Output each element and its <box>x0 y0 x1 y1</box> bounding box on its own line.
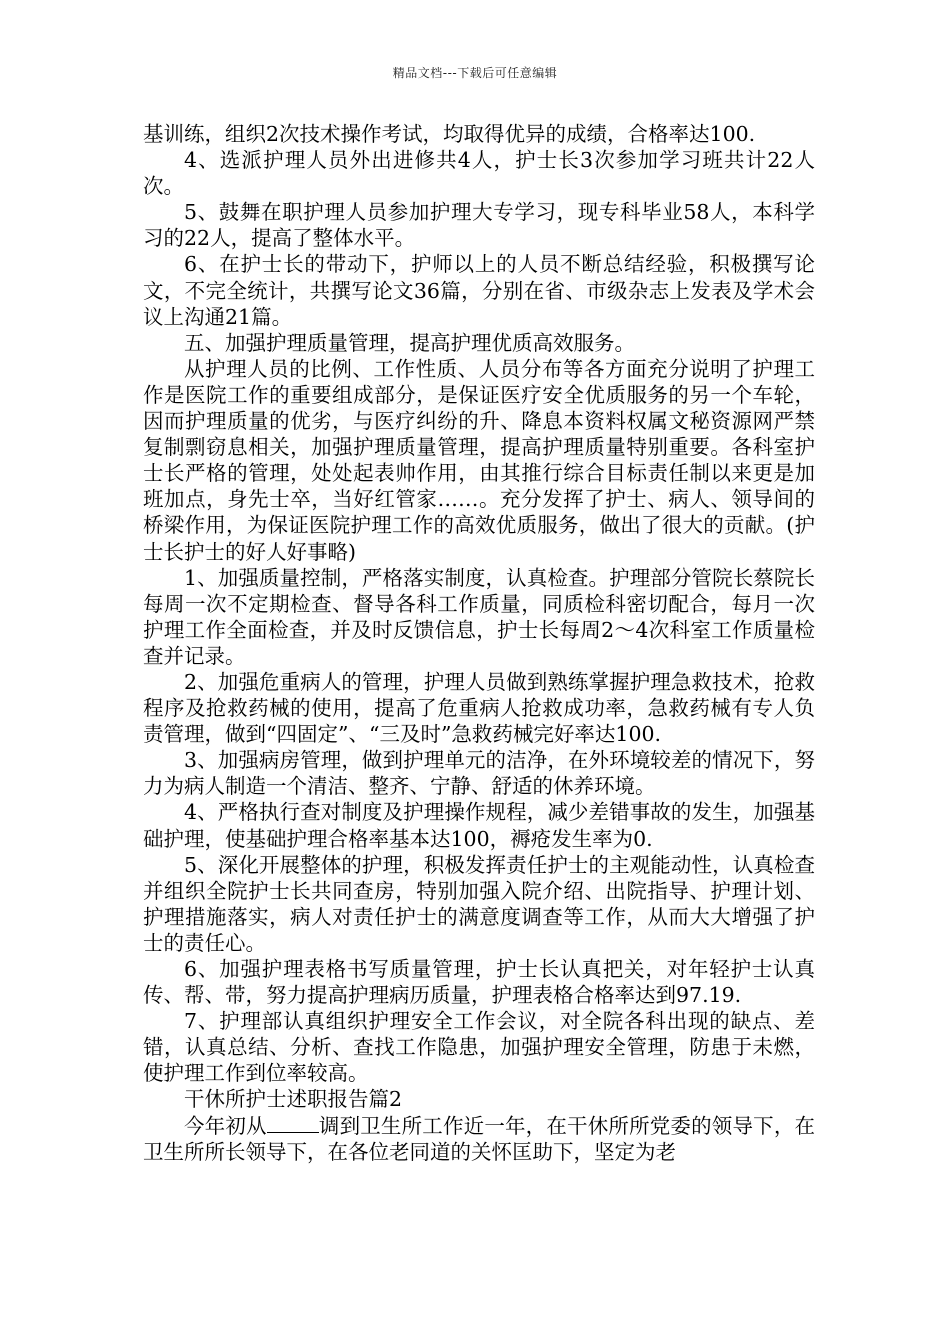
paragraph-item-6-records: 6、加强护理表格书写质量管理，护士长认真把关，对年轻护士认真传、帮、带，努力提高护理病历质量，护理表格合格率达到97.19. <box>143 957 815 1008</box>
text-after-blank: 调到卫生所工作近一年，在干休所所党委的领导下，在卫生所所长领导下，在各位老同道的关怀匡助下，坚定为老 <box>143 1113 816 1164</box>
page-header: 精品文档---下载后可任意编辑 <box>392 66 558 80</box>
paragraph-item-5-education: 5、鼓舞在职护理人员参加护理大专学习，现专科毕业58人，本科学习的22人，提高了整体水平。 <box>143 200 815 251</box>
report-title-part-2: 干休所护士述职报告篇2 <box>184 1087 403 1112</box>
paragraph-report-start <box>143 1113 815 1165</box>
paragraph-item-2-critical: 2、加强危重病人的管理，护理人员做到熟练掌握护理急救技术，抢救程序及抢救药械的使用，提高了危重病人抢救成功率，急救药械有专人负责管理，做到“四固定”、“三及时”急救药械完好率达100. <box>143 669 815 747</box>
paragraph-quality-intro: 从护理人员的比例、工作性质、人员分布等各方面充分说明了护理工作是医院工作的重要组成部分，是保证医疗安全优质服务的另一个车轮，因而护理质量的优劣，与医疗纠纷的升、降息本资料权属文秘资源网严禁复制剽窃息相关，加强护理质量管理，提高护理质量特别重要。各科室护士长严格的管理，处处起表帅作用，由其推行综合目标责任制以来更是加班加点，身先士卒，当好红管家……。充分发挥了护士、病人、领导间的桥梁作用，为保证医院护理工作的高效优质服务，做出了很大的贡献。(护士长护士的好人好事略) <box>143 356 815 564</box>
paragraph-item-4-checks: 4、严格执行查对制度及护理操作规程，减少差错事故的发生，加强基础护理，使基础护理合格率基本达100，褥疮发生率为0. <box>143 800 815 851</box>
paragraph-item-4-training: 4、选派护理人员外出进修共4人，护士长3次参加学习班共计22人次。 <box>143 148 815 199</box>
paragraph-item-6-papers: 6、在护士长的带动下，护师以上的人员不断总结经验，积极撰写论文，不完全统计，共撰写论文36篇，分别在省、市级杂志上发表及学术会议上沟通21篇。 <box>143 252 815 329</box>
fill-in-blank <box>267 1114 319 1133</box>
paragraph-item-3-ward: 3、加强病房管理，做到护理单元的洁净，在外环境较差的情况下，努力为病人制造一个清洁、整齐、宁静、舒适的休养环境。 <box>143 748 815 799</box>
paragraph-continuation: 基训练，组织2次技术操作考试，均取得优异的成绩，合格率达100. <box>143 122 756 146</box>
section-heading-quality: 五、加强护理质量管理，提高护理优质高效服务。 <box>184 330 635 355</box>
text-before-blank: 今年初从 <box>184 1113 267 1138</box>
paragraph-item-5-holistic: 5、深化开展整体的护理，积极发挥责任护士的主观能动性，认真检查并组织全院护士长共同查房，特别加强入院介绍、出院指导、护理计划、护理措施落实，病人对责任护士的满意度调查等工作，从而大大增强了护士的责任心。 <box>143 852 815 955</box>
document-body <box>143 121 815 1165</box>
paragraph-item-7-safety: 7、护理部认真组织护理安全工作会议，对全院各科出现的缺点、差错，认真总结、分析、查找工作隐患，加强护理安全管理，防患于未燃，使护理工作到位率较高。 <box>143 1009 815 1086</box>
paragraph-item-1-control: 1、加强质量控制，严格落实制度，认真检查。护理部分管院长蔡院长每周一次不定期检查、督导各科工作质量，同质检科密切配合，每月一次护理工作全面检查，并及时反馈信息，护士长每周2～4次科室工作质量检查并记录。 <box>143 565 815 668</box>
